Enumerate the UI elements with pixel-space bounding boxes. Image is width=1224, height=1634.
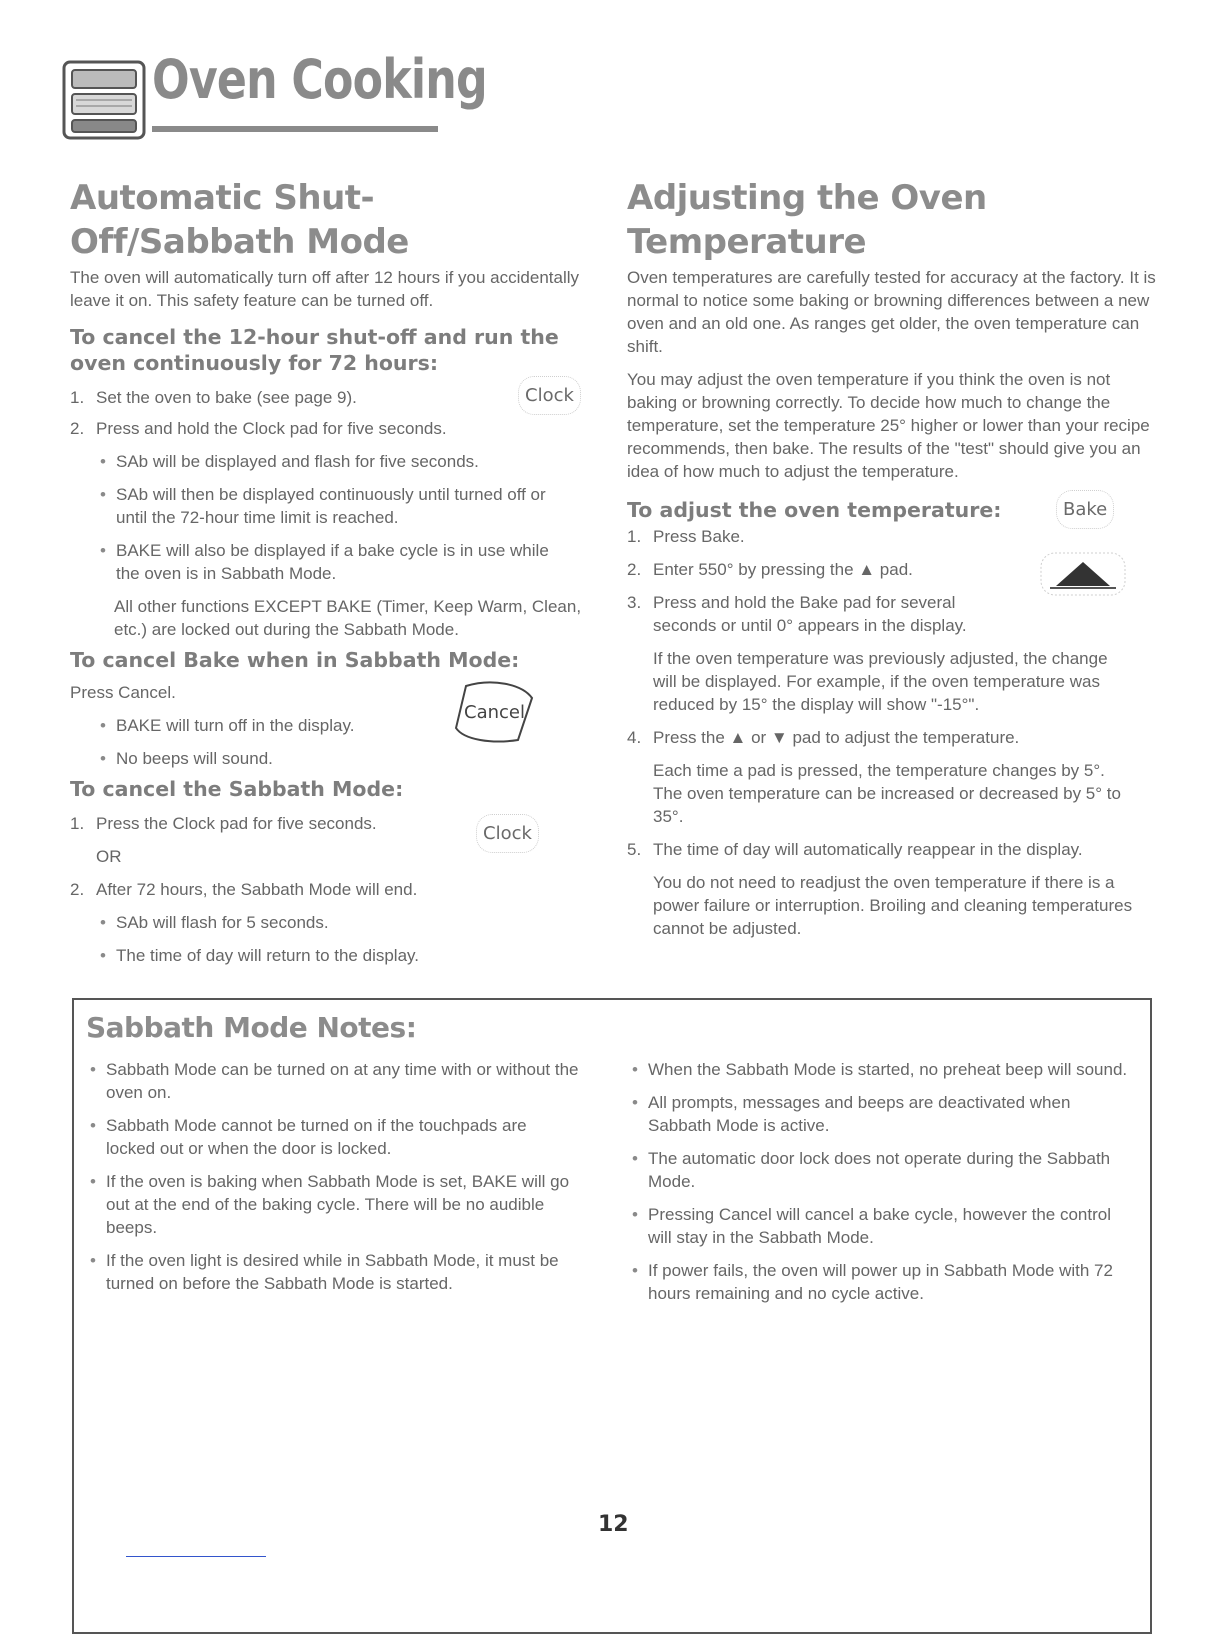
list-item: • If the oven is baking when Sabbath Mode is set, BAKE will go out at the end of the baking cycle. There will be no audible beeps. bbox=[86, 1170, 580, 1239]
list-item: • The automatic door lock does not operate during the Sabbath Mode. bbox=[628, 1147, 1138, 1193]
list-item: • SAb will flash for 5 seconds. bbox=[96, 911, 590, 934]
section-title: Adjusting the Oven Temperature bbox=[627, 178, 987, 262]
step5-note: You do not need to readjust the oven temperature if there is a power failure or interruption. Broiling and cleaning temperatures cannot be adjusted. bbox=[653, 873, 1133, 938]
list-item: • BAKE will turn off in the display. bbox=[96, 714, 590, 737]
list-item: 2. After 72 hours, the Sabbath Mode will end. bbox=[70, 880, 418, 899]
list-item: • No beeps will sound. bbox=[96, 747, 590, 770]
list-item: 2. Press and hold the Clock pad for five seconds. bbox=[70, 419, 447, 438]
or-text: OR bbox=[96, 847, 122, 866]
steps-list bbox=[70, 386, 590, 440]
bake-pad-graphic: Bake bbox=[1056, 490, 1114, 529]
intro-text: Oven temperatures are carefully tested for accuracy at the factory. It is normal to notice some baking or browning differences between a new oven and an old one. As ranges get older, the oven temperature can shift. bbox=[627, 268, 1156, 356]
press-cancel-text: Press Cancel. bbox=[70, 683, 176, 702]
cancel-pad-graphic bbox=[452, 680, 536, 746]
list-item: 3. Press and hold the Bake pad for several seconds or until 0° appears in the display. bbox=[627, 593, 967, 635]
list-item: 1. Press Bake. bbox=[627, 527, 745, 546]
steps-list bbox=[627, 726, 1157, 749]
list-item: • SAb will then be displayed continuously until turned off or until the 72-hour time limit is reached. bbox=[96, 483, 566, 529]
sabbath-notes-content bbox=[86, 1008, 1152, 1303]
list-item: 2. Enter 550° by pressing the ▲ pad. bbox=[627, 560, 913, 579]
list-item: 5. The time of day will automatically reappear in the display. bbox=[627, 840, 1083, 859]
list-item: • BAKE will also be displayed if a bake cycle is in use while the oven is in Sabbath Mode. bbox=[96, 539, 566, 585]
cancel-pad-label: Cancel bbox=[464, 702, 525, 723]
steps-list bbox=[627, 525, 1017, 637]
page-title: Oven Cooking bbox=[152, 48, 487, 111]
notes-right-list bbox=[628, 1058, 1138, 1305]
step3-note: If the oven temperature was previously adjusted, the change will be displayed. For example, if the oven temperature was reduced by 15° the display will show "-15°". bbox=[653, 649, 1108, 714]
notes-left-list bbox=[86, 1058, 580, 1295]
subheading-cancel-bake: To cancel Bake when in Sabbath Mode: bbox=[70, 648, 520, 672]
list-item: 1. Press the Clock pad for five seconds. bbox=[70, 814, 377, 833]
list-item: • If the oven light is desired while in Sabbath Mode, it must be turned on before the Sabbath Mode is started. bbox=[86, 1249, 580, 1295]
footer-link-rule bbox=[126, 1556, 266, 1557]
bullet-list bbox=[96, 450, 566, 585]
locked-note: All other functions EXCEPT BAKE (Timer, Keep Warm, Clean, etc.) are locked out during the Sabbath Mode. bbox=[114, 597, 582, 639]
step4-note: Each time a pad is pressed, the temperature changes by 5°. The oven temperature can be increased or decreased by 5° to 35°. bbox=[653, 761, 1121, 826]
adjust-explanation: You may adjust the oven temperature if you think the oven is not baking or browning correctly. To decide how much to change the temperature, set the temperature 25° higher or lower than your recipe recommends, then bake. The results of the "test" should give you an idea of how much to adjust the temperature. bbox=[627, 370, 1150, 481]
list-item: • Sabbath Mode can be turned on at any time with or without the oven on. bbox=[86, 1058, 580, 1104]
list-item: 1. Set the oven to bake (see page 9). bbox=[70, 388, 357, 407]
list-item: • All prompts, messages and beeps are deactivated when Sabbath Mode is active. bbox=[628, 1091, 1138, 1137]
clock-pad-graphic-2: Clock bbox=[476, 814, 539, 853]
clock-pad-graphic: Clock bbox=[518, 376, 581, 415]
section-title: Automatic Shut-Off/Sabbath Mode bbox=[70, 178, 409, 262]
page-number: 12 bbox=[598, 1512, 629, 1537]
oven-icon bbox=[62, 60, 146, 140]
subheading-adjust: To adjust the oven temperature: bbox=[627, 498, 1002, 522]
bullet-list bbox=[96, 911, 590, 967]
list-item: • When the Sabbath Mode is started, no preheat beep will sound. bbox=[628, 1058, 1138, 1081]
steps-list bbox=[627, 838, 1157, 861]
title-underline bbox=[152, 126, 438, 132]
subheading-cancel-sabbath: To cancel the Sabbath Mode: bbox=[70, 777, 404, 801]
steps-list bbox=[70, 878, 590, 901]
subheading-cancel-shutoff: To cancel the 12-hour shut-off and run the oven continuously for 72 hours: bbox=[70, 325, 559, 375]
list-item: • SAb will be displayed and flash for five seconds. bbox=[96, 450, 566, 473]
list-item: • Sabbath Mode cannot be turned on if the touchpads are locked out or when the door is locked. bbox=[86, 1114, 580, 1160]
up-arrow-pad-icon bbox=[1040, 552, 1126, 596]
notes-title: Sabbath Mode Notes: bbox=[86, 1011, 417, 1044]
list-item: • If power fails, the oven will power up in Sabbath Mode with 72 hours remaining and no cycle active. bbox=[628, 1259, 1138, 1305]
list-item: • The time of day will return to the display. bbox=[96, 944, 590, 967]
list-item: 4. Press the ▲ or ▼ pad to adjust the temperature. bbox=[627, 728, 1020, 747]
list-item: • Pressing Cancel will cancel a bake cycle, however the control will stay in the Sabbath Mode. bbox=[628, 1203, 1138, 1249]
intro-text: The oven will automatically turn off after 12 hours if you accidentally leave it on. This safety feature can be turned off. bbox=[70, 268, 580, 310]
